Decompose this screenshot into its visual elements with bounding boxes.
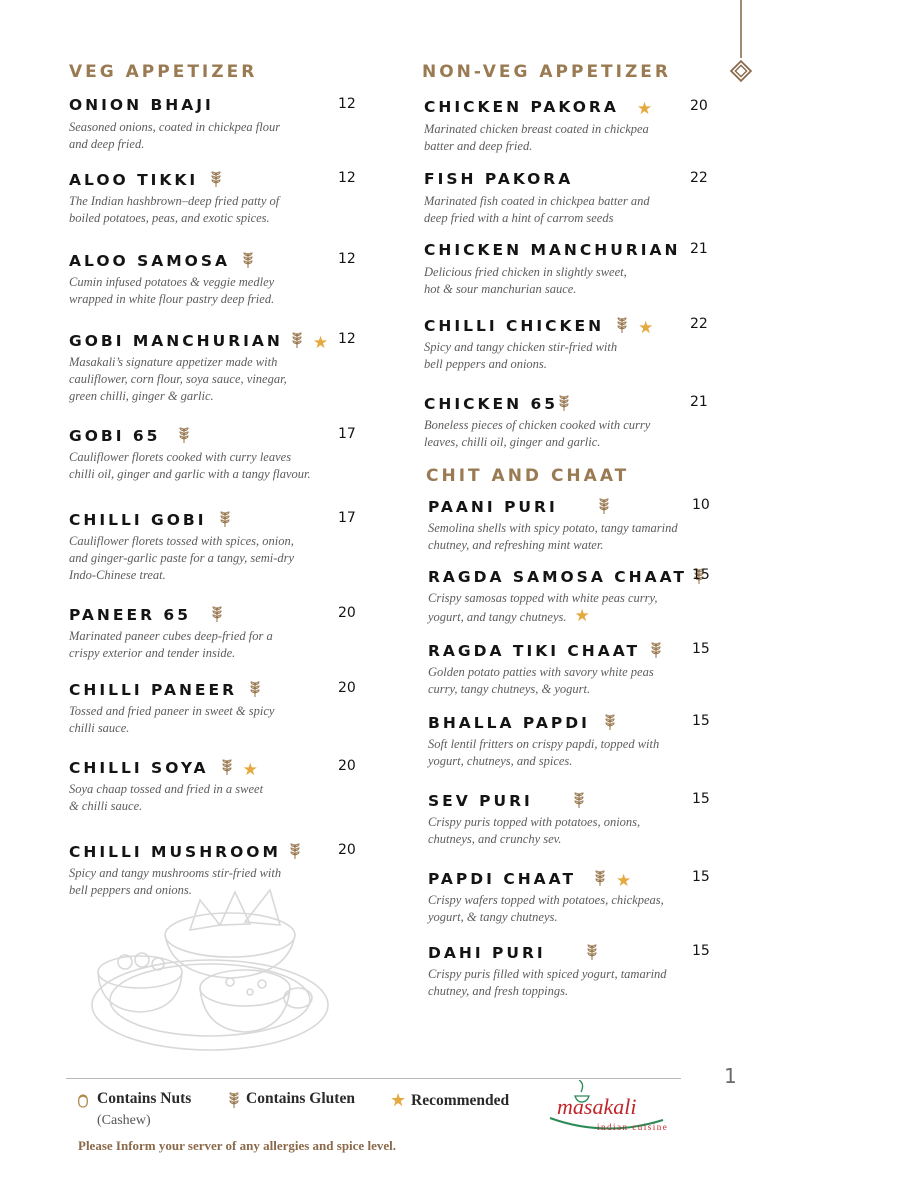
- menu-item-name: SEV PURI: [428, 792, 533, 811]
- menu-item-name: FISH PAKORA: [424, 170, 574, 188]
- menu-item: [69, 605, 359, 662]
- menu-item-name: ALOO SAMOSA: [69, 252, 230, 271]
- menu-item-name: ONION BHAJI: [69, 96, 214, 114]
- menu-item-description: [69, 274, 359, 308]
- menu-item-description-line: chutney, and fresh toppings.: [428, 984, 569, 998]
- menu-item-description: [424, 121, 714, 155]
- menu-item: [428, 641, 718, 698]
- menu-item: [428, 869, 718, 926]
- menu-item-header: [69, 758, 359, 778]
- menu-item-description: [428, 966, 718, 1000]
- menu-item-description: [428, 520, 718, 554]
- menu-item-description-line: deep fried with a hint of carrom seeds: [424, 211, 614, 225]
- menu-item-description-line: crispy exterior and tender inside.: [69, 646, 236, 660]
- menu-item-name: RAGDA SAMOSA CHAAT: [428, 568, 687, 587]
- wheat-icon: [228, 1091, 240, 1114]
- menu-item-name: PAANI PURI: [428, 498, 558, 517]
- menu-item-header: [428, 943, 718, 963]
- menu-item-header: [69, 331, 359, 351]
- menu-item-header: [428, 567, 718, 587]
- star-icon: ★: [616, 871, 632, 890]
- menu-item-description-line: curry, tangy chutneys, & yogurt.: [428, 682, 591, 696]
- menu-item-description: [428, 814, 718, 848]
- wheat-icon: [242, 251, 254, 274]
- menu-item-header: [424, 316, 714, 336]
- menu-item-description-line: Cumin infused potatoes & veggie medley: [69, 275, 275, 289]
- menu-item: [424, 316, 714, 373]
- menu-item-name: RAGDA TIKI CHAAT: [428, 642, 641, 661]
- menu-item-description-line: and deep fried.: [69, 137, 145, 151]
- menu-item-header: [69, 170, 359, 190]
- menu-item-price: 20: [338, 680, 356, 696]
- wheat-icon: [573, 791, 585, 814]
- star-icon: ★: [636, 98, 653, 118]
- menu-item-description: [424, 417, 714, 451]
- menu-item: [428, 713, 718, 770]
- menu-item: [69, 758, 359, 815]
- wheat-icon: [604, 713, 616, 736]
- menu-item-description-line: & chilli sauce.: [69, 799, 143, 813]
- menu-item-description-line: Cauliflower florets cooked with curry leaves: [69, 450, 292, 464]
- masakali-logo: [545, 1080, 675, 1140]
- menu-item-description: [424, 264, 714, 298]
- menu-item-description-line: The Indian hashbrown–deep fried patty of: [69, 194, 280, 208]
- menu-item-price: 12: [338, 170, 356, 186]
- menu-item-price: 17: [338, 426, 356, 442]
- menu-item-price: 12: [338, 331, 356, 347]
- wheat-icon: [558, 394, 570, 417]
- menu-item-header: [69, 96, 359, 116]
- menu-item: [69, 331, 359, 405]
- menu-item-header: [69, 605, 359, 625]
- wheat-icon: [221, 758, 233, 781]
- menu-item-description-line: Crispy puris topped with potatoes, onions,: [428, 815, 641, 829]
- menu-item: [69, 680, 359, 737]
- menu-item-description: [428, 590, 718, 626]
- menu-item-name: CHILLI PANEER: [69, 681, 238, 700]
- menu-item: [428, 791, 718, 848]
- menu-item-name: PANEER 65: [69, 606, 191, 625]
- menu-item-description-line: yogurt, and tangy chutneys. ★: [428, 606, 590, 625]
- menu-item-description-line: bell peppers and onions.: [424, 357, 547, 371]
- menu-item: [428, 943, 718, 1000]
- star-icon: ★: [242, 760, 258, 779]
- menu-item-header: [428, 497, 718, 517]
- star-icon: ★: [574, 606, 590, 625]
- menu-item-description-line: bell peppers and onions.: [69, 883, 192, 897]
- menu-item-description-line: wrapped in white flour pastry deep fried.: [69, 292, 275, 306]
- menu-item-price: 12: [338, 96, 356, 112]
- svg-text:masakali: masakali: [557, 1094, 637, 1119]
- menu-item-description-line: boiled potatoes, peas, and exotic spices.: [69, 211, 270, 225]
- menu-item-price: 15: [692, 791, 710, 807]
- menu-item-description-line: Crispy samosas topped with white peas curry,: [428, 591, 658, 605]
- menu-item-name: CHICKEN 65: [424, 395, 559, 414]
- menu-item-description: [424, 193, 714, 227]
- menu-item: [69, 426, 359, 483]
- menu-item-description-line: Boneless pieces of chicken cooked with curry: [424, 418, 651, 432]
- menu-item-price: 15: [692, 943, 710, 959]
- allergy-note: Please Inform your server of any allergies and spice level.: [78, 1138, 396, 1153]
- menu-item-description-line: Soft lentil fritters on crispy papdi, topped with: [428, 737, 660, 751]
- menu-item-header: [424, 170, 714, 190]
- menu-item-description-line: chilli oil, ginger and garlic with a tangy flavour.: [69, 467, 311, 481]
- menu-item-name: PAPDI CHAAT: [428, 870, 577, 889]
- menu-item-price: 20: [338, 605, 356, 621]
- menu-item-price: 15: [692, 567, 710, 583]
- star-icon: ★: [390, 1090, 407, 1110]
- menu-item-price: 22: [690, 316, 708, 332]
- legend-gluten: Contains Gluten: [246, 1090, 355, 1107]
- menu-item-header: [424, 394, 714, 414]
- menu-item: [69, 170, 359, 227]
- menu-item-description-line: chutney, and refreshing mint water.: [428, 538, 604, 552]
- menu-item-description-line: yogurt, & tangy chutneys.: [428, 910, 558, 924]
- menu-item-name: ALOO TIKKI: [69, 171, 199, 190]
- menu-item-description-line: Indo-Chinese treat.: [69, 568, 166, 582]
- menu-item-header: [428, 713, 718, 733]
- menu-item-price: 10: [692, 497, 710, 513]
- menu-item-description-line: and ginger-garlic paste for a tangy, semi-dry: [69, 551, 295, 565]
- menu-item: [424, 241, 714, 298]
- menu-item-description-line: leaves, chilli oil, ginger and garlic.: [424, 435, 601, 449]
- menu-item: [69, 510, 359, 584]
- nonveg-appetizer-title: NON-VEG APPETIZER: [422, 62, 672, 82]
- menu-item: [424, 170, 714, 227]
- menu-item-description-line: batter and deep fried.: [424, 139, 533, 153]
- menu-item-description: [69, 354, 359, 405]
- menu-item-name: GOBI 65: [69, 427, 161, 446]
- menu-item-header: [69, 510, 359, 530]
- logo-mark-icon: [545, 1080, 675, 1140]
- menu-item-description-line: cauliflower, corn flour, soya sauce, vinegar,: [69, 372, 287, 386]
- wheat-icon: [211, 605, 223, 628]
- menu-item-description-line: Delicious fried chicken in slightly sweet,: [424, 265, 627, 279]
- menu-item-description-line: green chilli, ginger & garlic.: [69, 389, 214, 403]
- menu-item-description: [69, 449, 359, 483]
- menu-item-description-line: Spicy and tangy chicken stir-fried with: [424, 340, 618, 354]
- menu-item-name: BHALLA PAPDI: [428, 714, 590, 733]
- menu-item-header: [69, 426, 359, 446]
- menu-item-price: 17: [338, 510, 356, 526]
- menu-item-header: [428, 641, 718, 661]
- menu-item-description-line: Cauliflower florets tossed with spices, onion,: [69, 534, 294, 548]
- menu-item-description: [428, 664, 718, 698]
- menu-item: [69, 96, 359, 153]
- menu-item: [424, 394, 714, 451]
- menu-item-name: CHICKEN MANCHURIAN: [424, 241, 681, 259]
- menu-item-description-line: Semolina shells with spicy potato, tangy tamarind: [428, 521, 678, 535]
- menu-item-name: CHILLI CHICKEN: [424, 317, 605, 336]
- wheat-icon: [616, 316, 628, 339]
- menu-item-header: [424, 241, 714, 261]
- menu-item-price: 20: [338, 758, 356, 774]
- menu-item-description-line: Crispy wafers topped with potatoes, chickpeas,: [428, 893, 664, 907]
- legend-nuts: Contains Nuts: [97, 1090, 192, 1107]
- menu-item-description-line: chilli sauce.: [69, 721, 130, 735]
- menu-item-description-line: Seasoned onions, coated in chickpea flour: [69, 120, 281, 134]
- wheat-icon: [249, 680, 261, 703]
- menu-item-header: [69, 251, 359, 271]
- menu-item-price: 15: [692, 869, 710, 885]
- wheat-icon: [289, 842, 301, 865]
- menu-item-description-line: yogurt, chutneys, and spices.: [428, 754, 573, 768]
- menu-item-header: [69, 680, 359, 700]
- menu-item-description-line: Masakali’s signature appetizer made with: [69, 355, 278, 369]
- chit-and-chaat-title: CHIT AND CHAAT: [426, 466, 630, 486]
- menu-item-price: 21: [690, 241, 708, 257]
- menu-item: [428, 497, 718, 554]
- menu-item-price: 15: [692, 641, 710, 657]
- wheat-icon: [594, 869, 606, 892]
- menu-item-description-line: Spicy and tangy mushrooms stir-fried with: [69, 866, 282, 880]
- menu-item-description: [69, 703, 359, 737]
- menu-item-header: [69, 842, 359, 862]
- pendant-ornament-icon: [724, 0, 760, 90]
- legend-nuts-sub: (Cashew): [97, 1113, 151, 1128]
- wheat-icon: [178, 426, 190, 449]
- menu-item-description: [69, 119, 359, 153]
- menu-item-description-line: hot & sour manchurian sauce.: [424, 282, 577, 296]
- menu-item-description-line: Marinated paneer cubes deep-fried for a: [69, 629, 273, 643]
- wheat-icon: [210, 170, 222, 193]
- menu-item-description: [424, 339, 714, 373]
- wheat-icon: [291, 331, 303, 354]
- menu-item-description-line: chutneys, and crunchy sev.: [428, 832, 562, 846]
- menu-item-description-line: Marinated chicken breast coated in chickpea: [424, 122, 649, 136]
- wheat-icon: [586, 943, 598, 966]
- menu-item-name: DAHI PURI: [428, 944, 546, 963]
- menu-item-name: CHILLI SOYA: [69, 759, 209, 778]
- menu-item-description: [69, 628, 359, 662]
- menu-item-name: CHICKEN PAKORA: [424, 98, 619, 116]
- menu-item-header: [428, 791, 718, 811]
- menu-item-description-line: Soya chaap tossed and fried in a sweet: [69, 782, 264, 796]
- menu-item-description: [69, 781, 359, 815]
- menu-item: [69, 251, 359, 308]
- menu-item-price: 21: [690, 394, 708, 410]
- menu-item-description: [428, 892, 718, 926]
- menu-item-header: [428, 869, 718, 889]
- menu-item-description: [69, 193, 359, 227]
- menu-item-name: CHILLI MUSHROOM: [69, 843, 281, 862]
- menu-item: [424, 98, 714, 155]
- star-icon: ★: [312, 333, 329, 352]
- menu-item-header: [424, 98, 714, 118]
- menu-item-description-line: Crispy puris filled with spiced yogurt, tamarind: [428, 967, 667, 981]
- menu-item-price: 20: [338, 842, 356, 858]
- legend-recommended: Recommended: [411, 1092, 510, 1109]
- menu-item-description: [69, 533, 359, 584]
- menu-item-name: GOBI MANCHURIAN: [69, 332, 283, 351]
- menu-item-price: 20: [690, 98, 708, 114]
- menu-item-name: CHILLI GOBI: [69, 511, 207, 530]
- svg-text:indian cuisine: indian cuisine: [597, 1122, 669, 1132]
- menu-item-description-line: Marinated fish coated in chickpea batter and: [424, 194, 650, 208]
- nut-icon: [76, 1092, 90, 1110]
- menu-item-price: 15: [692, 713, 710, 729]
- menu-item-price: 12: [338, 251, 356, 267]
- wheat-icon: [650, 641, 662, 664]
- wheat-icon: [598, 497, 610, 520]
- menu-item-description-line: Golden potato patties with savory white peas: [428, 665, 654, 679]
- menu-item-description: [428, 736, 718, 770]
- menu-item: [428, 567, 718, 626]
- page-number: 1: [724, 1064, 737, 1088]
- veg-appetizer-title: VEG APPETIZER: [69, 62, 258, 82]
- star-icon: ★: [638, 318, 654, 337]
- food-sketch-illustration: [80, 880, 330, 1060]
- menu-item-description-line: Tossed and fried paneer in sweet & spicy: [69, 704, 275, 718]
- menu-item-price: 22: [690, 170, 708, 186]
- footer-divider: [66, 1078, 681, 1079]
- wheat-icon: [219, 510, 231, 533]
